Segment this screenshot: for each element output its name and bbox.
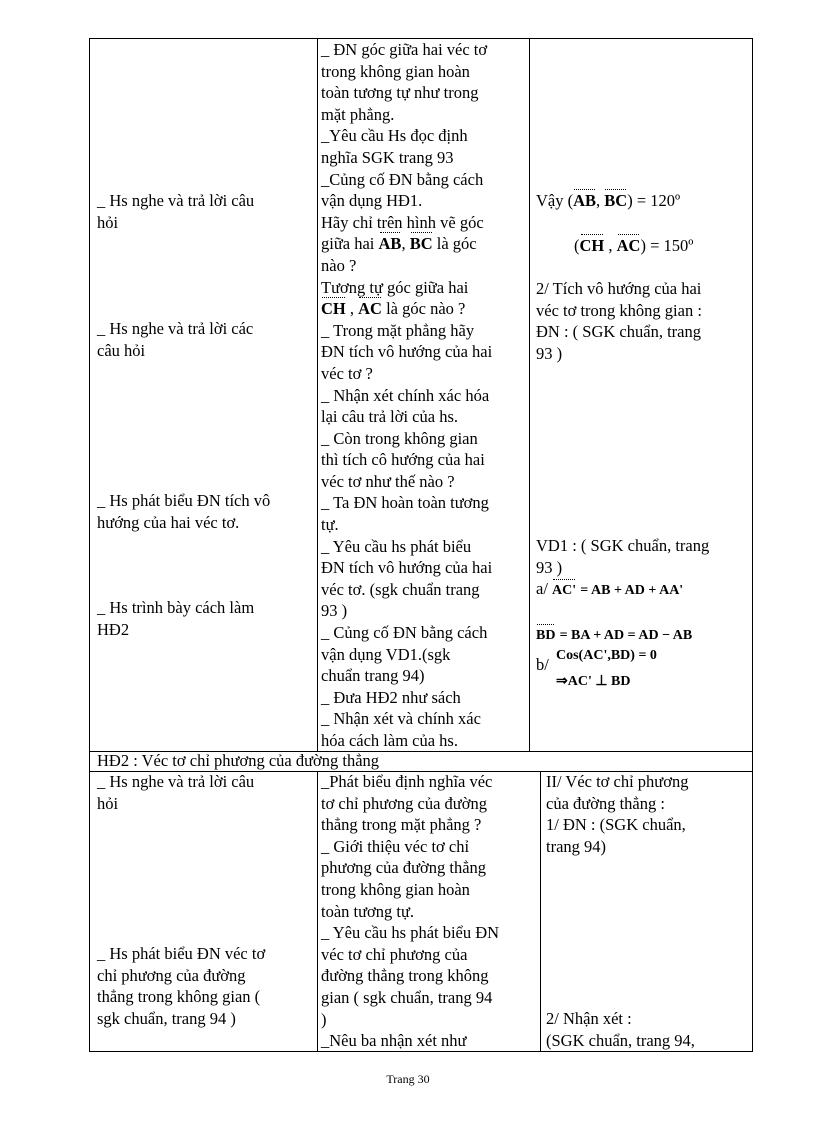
student-line: _ Hs nghe và trả lời câu [97, 191, 255, 210]
angle-value-1: = 120º [636, 191, 681, 210]
content-dot-product [536, 278, 702, 364]
student-line: hỏi [97, 793, 119, 813]
eq-a-line [536, 578, 683, 602]
equation-a-rhs: = AB + AD + AA' [580, 583, 684, 598]
student-line: chỉ phương của đường [97, 965, 246, 985]
angle-line-1: Vậy (AB, BC) = 120º [536, 191, 681, 210]
col-divider-2-top [529, 38, 530, 751]
teacher-activity-bottom [321, 771, 499, 1052]
equation-bd-rhs: = BA + AD = AD − AB [559, 628, 693, 643]
teacher-line: nào ? [321, 255, 357, 275]
student-line: _ Hs nghe và trả lời câu [97, 772, 255, 791]
equation-bd [536, 623, 692, 647]
teacher-line: toàn tương tự như trong [321, 83, 479, 103]
teacher-line: lại câu trả lời của hs. [321, 407, 459, 427]
content-line: 2/ Nhận xét : [546, 1009, 632, 1028]
content-line: VD1 : ( SGK chuẩn, trang [536, 536, 710, 555]
student-activity-bottom-2 [97, 943, 265, 1029]
teacher-line: 93 ) [321, 601, 348, 621]
teacher-line-vectors: giữa hai AB, BC là góc [321, 234, 477, 254]
teacher-text: là góc [436, 234, 477, 254]
col-divider-1-top [317, 38, 318, 751]
student-line: câu hỏi [97, 340, 146, 360]
vector-ab: AB [378, 234, 402, 254]
content-example-1 [536, 535, 709, 578]
teacher-line: tự. [321, 515, 339, 535]
content-line: 2/ Tích vô hướng của hai [536, 279, 702, 298]
content-direction-vector [546, 771, 688, 857]
vector-ac: AC [358, 299, 382, 319]
equation-perp [556, 671, 630, 693]
teacher-line: véc tơ. (sgk chuẩn trang [321, 579, 480, 599]
teacher-line: gian ( sgk chuẩn, trang 94 [321, 987, 493, 1007]
teacher-line-vectors: CH , AC là góc nào ? [321, 299, 466, 319]
teacher-line: véc tơ như thế nào ? [321, 471, 455, 491]
teacher-line: nghĩa SGK trang 93 [321, 147, 454, 167]
equation-perp-text: ⇒AC' ⊥ BD [556, 674, 631, 689]
vector-ac: AC [616, 236, 641, 255]
vector-bd: BD [536, 625, 555, 647]
teacher-line: _ Nhận xét chính xác hóa [321, 385, 490, 405]
col-divider-2-bottom [540, 771, 541, 1052]
student-line: _ Hs phát biểu ĐN véc tơ [97, 944, 266, 963]
teacher-line: vận dụng HĐ1. [321, 191, 423, 211]
content-line: véc tơ trong không gian : [536, 300, 702, 320]
teacher-line: véc tơ chỉ phương của [321, 944, 468, 964]
student-line: hướng của hai véc tơ. [97, 512, 240, 532]
student-line: _ Hs nghe và trả lời các [97, 319, 254, 338]
student-line: sgk chuẩn, trang 94 ) [97, 1008, 236, 1028]
teacher-line: trong không gian hoàn [321, 879, 470, 899]
teacher-line: véc tơ ? [321, 363, 373, 383]
teacher-line: đường thẳng trong không [321, 966, 489, 986]
teacher-line: mặt phẳng. [321, 104, 395, 124]
teacher-text: là góc nào ? [386, 299, 466, 319]
content-line: của đường thẳng : [546, 793, 665, 813]
vay-text: Vậy [536, 191, 564, 210]
teacher-activity-top [321, 39, 492, 752]
teacher-line: chuẩn trang 94) [321, 666, 425, 686]
teacher-line: _ ĐN góc giữa hai véc tơ [321, 40, 488, 59]
student-line: _ Hs trình bày cách làm [97, 598, 255, 617]
teacher-line: hóa cách làm của hs. [321, 731, 458, 750]
student-activity-bottom [97, 771, 254, 814]
section-heading [97, 750, 379, 772]
vector-ab: AB [573, 191, 597, 210]
student-activity-top-3 [97, 490, 270, 533]
teacher-line: tơ chỉ phương của đường [321, 793, 487, 813]
teacher-line: _Củng cố ĐN bằng cách [321, 169, 484, 189]
teacher-line: _Phát biểu định nghĩa véc [321, 772, 493, 791]
teacher-line: _ Ta ĐN hoàn toàn tương [321, 493, 489, 513]
vector-ch: CH [579, 236, 605, 255]
content-line: 93 ) [536, 557, 563, 577]
angle-line-2: (CH , AC) = 150º [574, 236, 694, 255]
teacher-line: _ Củng cố ĐN bằng cách [321, 623, 488, 643]
teacher-text: giữa hai [321, 234, 375, 254]
content-angle-1 [536, 190, 680, 212]
teacher-line: ĐN tích vô hướng của hai [321, 558, 493, 578]
angle-value-2: = 150º [650, 236, 694, 255]
teacher-line: _Yêu cầu Hs đọc định [321, 126, 468, 146]
label-a: a/ [536, 579, 548, 598]
student-line: _ Hs phát biểu ĐN tích vô [97, 491, 271, 510]
content-line: II/ Véc tơ chỉ phương [546, 772, 689, 791]
student-activity-top-2 [97, 318, 253, 361]
content-line: 1/ ĐN : (SGK chuẩn, [546, 815, 686, 835]
student-line: HĐ2 [97, 619, 130, 639]
teacher-line: Tương tự góc giữa hai [321, 277, 469, 297]
teacher-line: _Nêu ba nhận xét như [321, 1031, 467, 1051]
teacher-line: _ Còn trong không gian [321, 428, 478, 448]
equation-a [536, 578, 683, 602]
teacher-line: _ Yêu cầu hs phát biểu ĐN [321, 923, 500, 943]
teacher-line: phương của đường thẳng [321, 858, 487, 878]
teacher-line: _ Yêu cầu hs phát biểu [321, 536, 472, 556]
teacher-line: vận dụng VD1.(sgk [321, 644, 451, 664]
equation-b [536, 654, 549, 676]
teacher-line: _ Trong mặt phẳng hãy [321, 320, 475, 340]
content-remarks [546, 1008, 695, 1051]
equation-cos [556, 645, 657, 667]
section-title: HĐ2 : Véc tơ chỉ phương của đường thẳng [97, 751, 380, 770]
teacher-line: toàn tương tự. [321, 901, 415, 921]
content-line: trang 94) [546, 836, 607, 856]
eq-bd-line [536, 623, 692, 647]
teacher-line: Hãy chỉ trên hình vẽ góc [321, 212, 484, 232]
eq-b-label-line [536, 654, 549, 676]
student-line: thẳng trong không gian ( [97, 987, 261, 1007]
teacher-line: _ Đưa HĐ2 như sách [321, 687, 461, 707]
content-line: (SGK chuẩn, trang 94, [546, 1030, 695, 1050]
content-angle-2 [574, 235, 693, 257]
student-activity-top-4 [97, 597, 254, 640]
teacher-line: ĐN tích vô hướng của hai [321, 342, 493, 362]
teacher-line: _ Giới thiệu véc tơ chỉ [321, 836, 470, 856]
teacher-line: _ Nhận xét và chính xác [321, 709, 481, 729]
content-line: 93 ) [536, 343, 563, 363]
page-number: Trang 30 [386, 1072, 430, 1086]
student-line: hỏi [97, 212, 119, 232]
vector-bc: BC [409, 234, 433, 254]
equation-cos-text: Cos(AC',BD) = 0 [556, 648, 657, 663]
teacher-line: thẳng trong mặt phẳng ? [321, 815, 482, 835]
teacher-line: trong không gian hoàn [321, 61, 470, 81]
student-activity-top [97, 190, 254, 233]
vector-ch: CH [321, 299, 346, 319]
label-b: b/ [536, 655, 549, 674]
col-divider-1-bottom [317, 771, 318, 1052]
vector-acp: AC' [552, 580, 576, 602]
content-line: ĐN : ( SGK chuẩn, trang [536, 322, 701, 342]
teacher-line: thì tích cô hướng của hai [321, 450, 485, 470]
vector-bc: BC [604, 191, 628, 210]
teacher-line: ) [321, 1009, 327, 1029]
